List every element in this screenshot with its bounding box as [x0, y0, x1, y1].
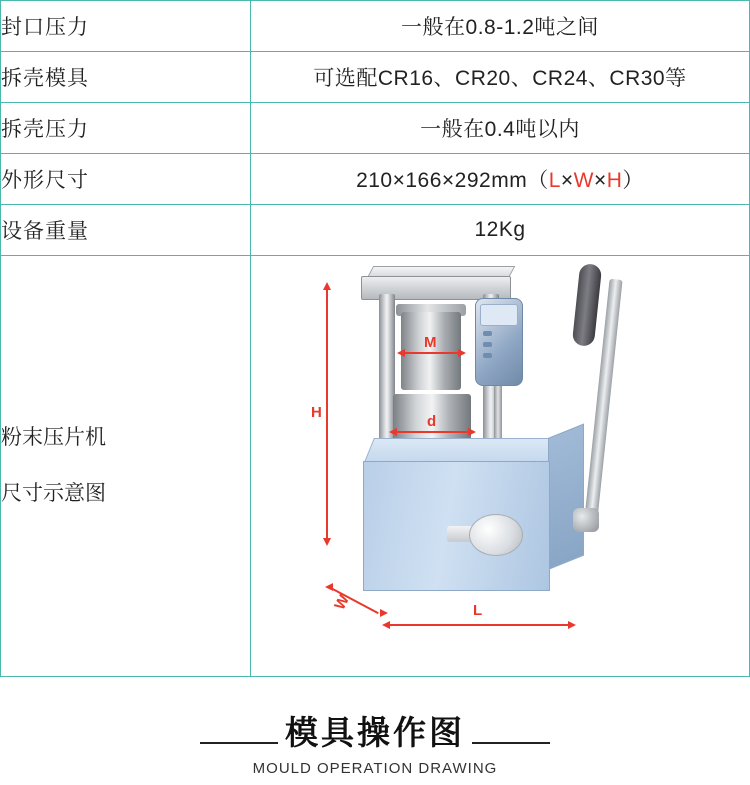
dim-arrow-W-start — [325, 583, 333, 591]
dimension-close: ） — [622, 169, 644, 192]
row-label: 设备重量 — [1, 205, 251, 256]
row-label: 拆壳模具 — [1, 52, 251, 103]
diagram-row — [1, 256, 750, 677]
dim-arrow-M-left — [397, 349, 405, 357]
ram-piston — [401, 312, 461, 390]
diagram-label-line2: 尺寸示意图 — [1, 482, 106, 505]
dimension-sep2: × — [593, 169, 607, 192]
gauge-button-1 — [483, 331, 492, 336]
release-valve-knob — [469, 514, 523, 556]
table-row — [1, 205, 750, 256]
diagram-label-line1: 粉末压片机 — [1, 426, 106, 449]
dim-label-d: d — [427, 413, 437, 430]
dim-line-d — [393, 431, 471, 433]
dimension-H: H — [606, 169, 623, 192]
dim-arrow-H-bottom — [323, 538, 331, 546]
machine-illustration — [251, 256, 750, 676]
footer-title-cn: 模具操作图 — [285, 714, 465, 751]
table-row — [1, 154, 750, 205]
row-value: 可选配CR16、CR20、CR24、CR30等 — [251, 52, 750, 103]
gauge-button-3 — [483, 353, 492, 358]
dim-arrow-d-left — [389, 428, 397, 436]
dimension-L: L — [548, 169, 561, 192]
dim-arrow-M-right — [458, 349, 466, 357]
dim-label-H: H — [311, 404, 322, 421]
row-value: 12Kg — [251, 205, 750, 256]
gauge-button-2 — [483, 342, 492, 347]
footer-title-en: MOULD OPERATION DRAWING — [252, 760, 498, 777]
lever-grip — [572, 263, 602, 347]
row-label: 外形尺寸 — [1, 154, 251, 205]
diagram-row-label — [1, 256, 251, 677]
dim-line-H — [326, 290, 328, 538]
dim-arrow-H-top — [323, 282, 331, 290]
table-row — [1, 52, 750, 103]
table-row — [1, 1, 750, 52]
row-value: 一般在0.4吨以内 — [251, 103, 750, 154]
table-row — [1, 103, 750, 154]
base-side-face — [548, 423, 584, 570]
dimension-numbers: 210×166×292mm（ — [356, 169, 549, 192]
footer-rule-left — [200, 742, 278, 744]
row-label: 拆壳压力 — [1, 103, 251, 154]
dim-line-M — [401, 352, 461, 354]
footer-title-block — [0, 707, 750, 777]
row-label: 封口压力 — [1, 1, 251, 52]
machine-diagram — [251, 256, 750, 676]
dim-label-M: M — [424, 334, 437, 351]
dim-label-L: L — [473, 602, 483, 619]
lever-pivot — [573, 508, 599, 532]
dim-line-L — [386, 624, 571, 626]
dim-arrow-W-end — [380, 609, 388, 617]
dim-arrow-L-left — [382, 621, 390, 629]
dimension-sep1: × — [560, 169, 574, 192]
row-value-dimensions — [251, 154, 750, 205]
footer-rule-right — [472, 742, 550, 744]
gauge-display — [480, 304, 518, 326]
dimension-W: W — [573, 169, 594, 192]
row-value: 一般在0.8-1.2吨之间 — [251, 1, 750, 52]
dim-label-W: W — [331, 592, 353, 613]
dim-arrow-d-right — [468, 428, 476, 436]
diagram-cell — [251, 256, 750, 677]
dim-arrow-L-right — [568, 621, 576, 629]
